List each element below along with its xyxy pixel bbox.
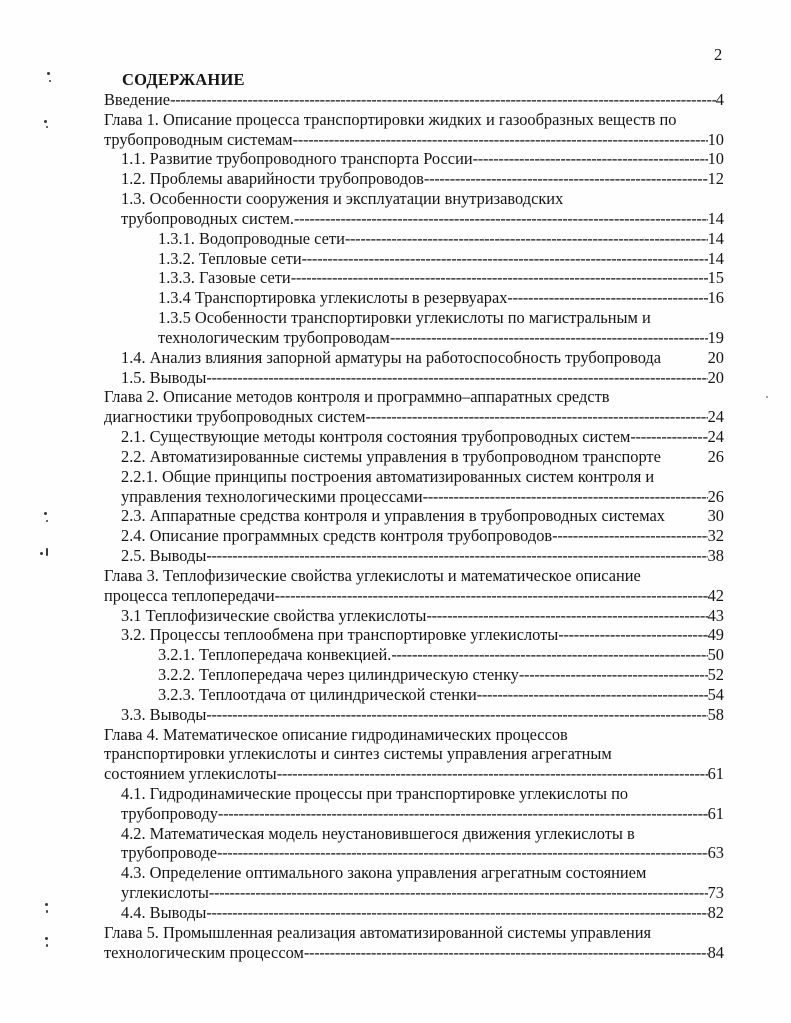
toc-leader bbox=[217, 843, 708, 863]
toc-leader bbox=[302, 249, 708, 269]
toc-leader bbox=[473, 149, 708, 169]
toc-entry-text: 1.5. Выводы bbox=[121, 367, 207, 387]
toc-entry bbox=[104, 824, 724, 864]
toc-page-number: 82 bbox=[707, 902, 724, 922]
toc-entry-text: 4.3. Определение оптимального закона управления агрегатным состоянием bbox=[121, 863, 647, 883]
toc-entry-text: технологическим процессом bbox=[104, 942, 304, 962]
toc-entry-line bbox=[104, 824, 724, 844]
toc-leader bbox=[507, 288, 707, 308]
toc-entry-text: 2.5. Выводы bbox=[121, 546, 207, 566]
toc-entry-text: процесса теплопередачи bbox=[104, 585, 275, 605]
scan-speck bbox=[47, 72, 50, 75]
toc-entry bbox=[104, 229, 724, 249]
toc-leader bbox=[170, 90, 716, 110]
toc-entry-text: 2.3. Аппаратные средства контроля и управления в трубопроводных системах bbox=[121, 506, 665, 526]
toc-entry-line bbox=[104, 348, 724, 368]
toc-entry-line bbox=[104, 784, 724, 804]
toc-entry-line bbox=[104, 90, 724, 110]
toc-page-number: 26 bbox=[707, 486, 724, 506]
toc-leader bbox=[206, 368, 707, 388]
toc-entry-text: 2.4. Описание программных средств контроля трубопроводов bbox=[121, 526, 553, 546]
toc-entry-text: трубопроводным системам bbox=[104, 129, 293, 149]
toc-entry bbox=[104, 169, 724, 189]
toc-entry-text: технологическим трубопроводам bbox=[158, 327, 390, 347]
toc-entry bbox=[104, 249, 724, 269]
toc-entry-line bbox=[104, 843, 724, 863]
toc-leader bbox=[209, 883, 708, 903]
scan-speck bbox=[46, 910, 48, 913]
toc-page-number: 61 bbox=[707, 764, 724, 784]
toc-entry bbox=[104, 784, 724, 824]
toc-entry bbox=[104, 506, 724, 526]
toc-page-number: 14 bbox=[707, 208, 724, 228]
toc-entry-line bbox=[104, 229, 724, 249]
toc-page-number: 84 bbox=[707, 942, 724, 962]
toc-entry-text: 1.3.2. Тепловые сети bbox=[158, 248, 302, 268]
toc-entry-text: 1.1. Развитие трубопроводного транспорта России bbox=[121, 149, 473, 169]
scan-speck bbox=[44, 512, 47, 515]
scan-speck bbox=[46, 548, 48, 556]
toc-leader bbox=[424, 169, 708, 189]
toc-entry bbox=[104, 387, 724, 427]
toc-page-number: 12 bbox=[707, 169, 724, 189]
toc-entry bbox=[104, 308, 724, 348]
toc-entry bbox=[104, 288, 724, 308]
toc-entry-line bbox=[104, 249, 724, 269]
toc-entry bbox=[104, 705, 724, 725]
toc-entry bbox=[104, 863, 724, 903]
toc-entry-text: транспортировки углекислоты и синтез системы управления агрегатным bbox=[104, 744, 612, 764]
toc-entry-line bbox=[104, 308, 724, 328]
toc-page-number: 38 bbox=[707, 546, 724, 566]
toc-entry-line bbox=[104, 110, 724, 130]
toc-entry-text: 1.3.5 Особенности транспортировки углекислоты по магистральным и bbox=[158, 308, 651, 328]
toc-leader bbox=[206, 903, 707, 923]
toc-entry-line bbox=[104, 288, 724, 308]
toc-leader bbox=[291, 268, 708, 288]
toc-leader bbox=[304, 943, 708, 963]
page-number: 2 bbox=[714, 45, 723, 64]
toc-entry-text: углекислоты bbox=[121, 883, 209, 903]
toc-entry-line bbox=[104, 625, 724, 645]
scan-speck bbox=[44, 120, 47, 123]
toc-page-number: 26 bbox=[707, 446, 724, 466]
toc-entry-line bbox=[104, 804, 724, 824]
toc-entry-line bbox=[104, 149, 724, 169]
toc-entry-text: 4.2. Математическая модель неустановившегося движения углекислоты в bbox=[121, 823, 635, 843]
toc-page-number: 32 bbox=[707, 526, 724, 546]
toc-page-number: 42 bbox=[707, 585, 724, 605]
toc-entry-text: 2.2.1. Общие принципы построения автоматизированных систем контроля и bbox=[121, 466, 655, 486]
toc-leader bbox=[519, 665, 708, 685]
toc-entry-text: 4.4. Выводы bbox=[121, 902, 207, 922]
toc-entry-text: управления технологическими процессами bbox=[121, 486, 423, 506]
toc-page-number: 14 bbox=[707, 228, 724, 248]
toc-entry-line bbox=[104, 328, 724, 348]
toc-entry-text: Глава 5. Промышленная реализация автоматизированной системы управления bbox=[104, 922, 652, 942]
toc-leader bbox=[630, 427, 707, 447]
toc-leader bbox=[390, 328, 708, 348]
toc-entry-text: трубопроводных систем. bbox=[121, 208, 295, 228]
toc-leader bbox=[345, 229, 708, 249]
toc-entry-line bbox=[104, 923, 724, 943]
page-title: СОДЕРЖАНИЕ bbox=[122, 70, 245, 89]
toc-entry-line bbox=[104, 606, 724, 626]
toc-entry-line bbox=[104, 645, 724, 665]
toc-page-number: 19 bbox=[707, 327, 724, 347]
toc-entry-text: 1.3.3. Газовые сети bbox=[158, 268, 291, 288]
toc-entry bbox=[104, 546, 724, 566]
toc-entry-text: 3.1 Теплофизические свойства углекислоты bbox=[121, 605, 427, 625]
toc-leader bbox=[275, 586, 708, 606]
toc-entry-text: 3.3. Выводы bbox=[121, 704, 207, 724]
toc-entry-text: Глава 2. Описание методов контроля и программно–аппаратных средств bbox=[104, 387, 610, 407]
toc-entry-text: трубопроводу bbox=[121, 803, 218, 823]
toc-entry bbox=[104, 725, 724, 784]
toc-entry-text: 1.4. Анализ влияния запорной арматуры на работоспособность трубопровода bbox=[121, 347, 662, 367]
toc-page-number: 16 bbox=[707, 288, 724, 308]
toc-leader bbox=[206, 546, 707, 566]
toc-entry bbox=[104, 110, 724, 150]
toc-entry-text: Глава 1. Описание процесса транспортировки жидких и газообразных веществ по bbox=[104, 109, 677, 129]
toc-page-number: 24 bbox=[707, 427, 724, 447]
toc-leader bbox=[391, 645, 707, 665]
toc-entry-line bbox=[104, 685, 724, 705]
toc-entry-line bbox=[104, 487, 724, 507]
toc-page-number: 49 bbox=[707, 625, 724, 645]
toc-leader bbox=[477, 685, 708, 705]
toc-entry-text: трубопроводе bbox=[121, 843, 217, 863]
toc-entry-line bbox=[104, 764, 724, 784]
toc-leader bbox=[426, 606, 707, 626]
toc-entry bbox=[104, 665, 724, 685]
toc-entry-line bbox=[104, 586, 724, 606]
toc-leader bbox=[552, 526, 707, 546]
toc-entry bbox=[104, 645, 724, 665]
toc-entry-text: 1.2. Проблемы аварийности трубопроводов bbox=[121, 169, 424, 189]
toc-leader bbox=[277, 764, 708, 784]
toc-entry-text: Введение bbox=[104, 90, 171, 109]
toc-page-number: 30 bbox=[707, 506, 724, 526]
toc-entry-text: 2.2. Автоматизированные системы управления в трубопроводном транспорте bbox=[121, 446, 661, 466]
toc-entry bbox=[104, 903, 724, 923]
toc-entry-line bbox=[104, 863, 724, 883]
toc-entry-line bbox=[104, 130, 724, 150]
toc-entry-text: 1.3. Особенности сооружения и эксплуатации внутризаводских bbox=[121, 189, 564, 209]
toc-entry-text: диагностики трубопроводных систем bbox=[104, 407, 366, 427]
toc-entry bbox=[104, 526, 724, 546]
scan-speck bbox=[766, 396, 768, 398]
toc-entry bbox=[104, 467, 724, 507]
toc-entry-text: 3.2.2. Теплопередача через цилиндрическую стенку bbox=[158, 665, 519, 685]
toc-entry-line bbox=[104, 368, 724, 388]
toc-entry bbox=[104, 268, 724, 288]
toc-entry-line bbox=[104, 705, 724, 725]
toc-entry-text: 1.3.1. Водопроводные сети bbox=[158, 228, 345, 248]
toc-page-number: 20 bbox=[707, 347, 724, 367]
toc-entry bbox=[104, 189, 724, 229]
toc-leader bbox=[218, 804, 708, 824]
table-of-contents bbox=[104, 90, 724, 962]
toc-entry-line bbox=[104, 427, 724, 447]
toc-entry-text: Глава 4. Математическое описание гидродинамических процессов bbox=[104, 724, 568, 744]
scan-speck bbox=[46, 520, 48, 522]
toc-entry bbox=[104, 368, 724, 388]
toc-page-number: 52 bbox=[707, 665, 724, 685]
toc-entry-line bbox=[104, 387, 724, 407]
toc-entry bbox=[104, 149, 724, 169]
toc-entry-line bbox=[104, 526, 724, 546]
toc-page-number: 73 bbox=[707, 883, 724, 903]
scan-speck bbox=[40, 552, 43, 555]
toc-entry-line bbox=[104, 903, 724, 923]
toc-entry bbox=[104, 685, 724, 705]
toc-entry bbox=[104, 625, 724, 645]
toc-entry-line bbox=[104, 546, 724, 566]
toc-page-number: 63 bbox=[707, 843, 724, 863]
toc-entry-line bbox=[104, 467, 724, 487]
toc-leader bbox=[294, 209, 708, 229]
toc-leader bbox=[558, 625, 707, 645]
toc-entry-text: 3.2. Процессы теплообмена при транспортировке углекислоты bbox=[121, 625, 559, 645]
toc-entry-line bbox=[104, 725, 724, 745]
toc-page-number: 61 bbox=[707, 803, 724, 823]
toc-entry-text: 2.1. Существующие методы контроля состояния трубопроводных систем bbox=[121, 427, 631, 447]
toc-entry-line bbox=[104, 209, 724, 229]
scan-speck bbox=[45, 903, 48, 906]
toc-leader bbox=[206, 705, 707, 725]
toc-page-number: 4 bbox=[715, 90, 724, 109]
toc-page-number: 10 bbox=[707, 129, 724, 149]
scan-speck bbox=[46, 126, 48, 128]
toc-entry-line bbox=[104, 447, 724, 467]
toc-entry bbox=[104, 90, 724, 110]
toc-page-number: 10 bbox=[707, 149, 724, 169]
toc-page-number: 15 bbox=[707, 268, 724, 288]
scan-speck bbox=[45, 937, 48, 940]
toc-entry-line bbox=[104, 169, 724, 189]
toc-entry-text: состоянием углекислоты bbox=[104, 764, 277, 784]
toc-entry-text: 1.3.4 Транспортировка углекислоты в резервуарах bbox=[158, 288, 508, 308]
toc-entry-text: 4.1. Гидродинамические процессы при транспортировке углекислоты по bbox=[121, 783, 629, 803]
toc-entry-line bbox=[104, 744, 724, 764]
toc-entry-line bbox=[104, 268, 724, 288]
toc-entry bbox=[104, 566, 724, 606]
toc-entry-line bbox=[104, 189, 724, 209]
toc-entry bbox=[104, 427, 724, 447]
toc-page-number: 43 bbox=[707, 605, 724, 625]
toc-entry-line bbox=[104, 566, 724, 586]
toc-entry-line bbox=[104, 943, 724, 963]
toc-leader bbox=[365, 407, 707, 427]
scan-speck bbox=[46, 944, 48, 947]
toc-leader bbox=[423, 487, 708, 507]
toc-entry-line bbox=[104, 407, 724, 427]
toc-page-number: 14 bbox=[707, 248, 724, 268]
toc-entry-line bbox=[104, 665, 724, 685]
toc-entry bbox=[104, 447, 724, 467]
toc-entry-text: 3.2.3. Теплоотдача от цилиндрической стенки bbox=[158, 684, 477, 704]
toc-entry bbox=[104, 606, 724, 626]
toc-page-number: 20 bbox=[707, 367, 724, 387]
scan-speck bbox=[49, 80, 51, 82]
toc-entry-line bbox=[104, 506, 724, 526]
toc-entry-line bbox=[104, 883, 724, 903]
toc-entry bbox=[104, 348, 724, 368]
toc-page-number: 24 bbox=[707, 407, 724, 427]
toc-entry bbox=[104, 923, 724, 963]
toc-leader bbox=[293, 130, 708, 150]
toc-entry-text: Глава 3. Теплофизические свойства углекислоты и математическое описание bbox=[104, 565, 641, 585]
toc-entry-text: 3.2.1. Теплопередача конвекцией. bbox=[158, 645, 392, 665]
toc-page-number: 50 bbox=[707, 645, 724, 665]
toc-page-number: 54 bbox=[707, 684, 724, 704]
toc-page-number: 58 bbox=[707, 704, 724, 724]
